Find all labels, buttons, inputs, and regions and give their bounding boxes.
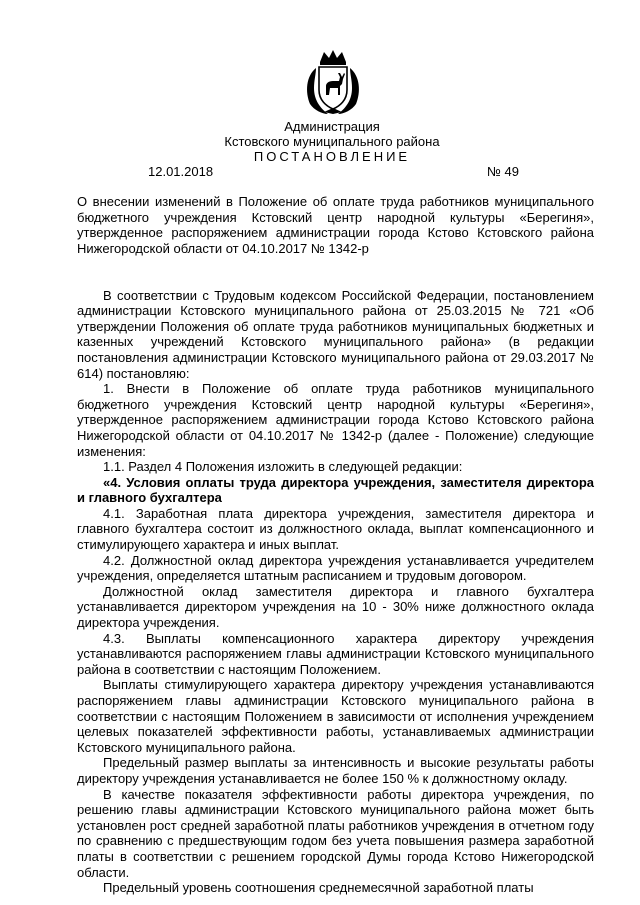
paragraph-4-1: 4.1. Заработная плата директора учреждения, заместителя директора и главного бухгалтера состоит из должностного оклада, выплат компенсационного и стимулирующего характера и иных выплат. (77, 505, 594, 553)
spacer (77, 272, 594, 288)
section-4-heading: «4. Условия оплаты труда директора учреждения, заместителя директора и главного бухгалтера (77, 474, 594, 506)
paragraph-4-2: 4.2. Должностной оклад директора учреждения устанавливается учредителем учреждения, определяется штатным расписанием и трудовым договором. (77, 552, 594, 584)
district-line: Кстовского муниципального района (224, 134, 440, 149)
paragraph-ratio: Предельный уровень соотношения среднемесячной заработной платы (103, 880, 534, 896)
coat-of-arms-icon (302, 48, 364, 116)
document-subject: О внесении изменений в Положение об оплате труда работников муниципального бюджетного учреждения Кстовский центр народной культуры «Берегиня», утвержденное распоряжением администрации города Кстово Кстовского района Нижегородской области от 04.10.2017 № 1342-р (77, 194, 594, 256)
document-type: ПОСТАНОВЛЕНИЕ (253, 149, 411, 164)
paragraph-4-3: 4.3. Выплаты компенсационного характера директору учреждения устанавливаются распоряжением главы администрации Кстовского муниципального района в соответствии с настоящим Положением. (77, 630, 594, 677)
issuer-line: Администрация (284, 119, 380, 134)
paragraph-max-bonus: Предельный размер выплаты за интенсивность и высокие результаты работы директору учреждения устанавливается не более 150 % к должностному окладу. (77, 755, 594, 786)
paragraph-item-1: 1. Внести в Положение об оплате труда работников муниципального бюджетного учреждения Кстовский центр народной культуры «Берегиня», утвержденное распоряжением администрации города Кстово Кстовского района Нижегородской области от 04.10.2017 № 1342-р (далее - Положение) следующие изменения: (77, 381, 594, 459)
document-date: 12.01.2018 (148, 164, 214, 179)
paragraph-preamble: В соответствии с Трудовым кодексом Российской Федерации, постановлением администрации Кстовского муниципального района от 25.03.2015 № 721 «Об утверждении Положения об оплате труда работников муниципальных бюджетных и казенных учреждений Кстовского муниципального района» (в редакции постановления администрации Кстовского муниципального района от 29.03.2017 № 614) постановляю: (77, 287, 594, 381)
paragraph-incentive: Выплаты стимулирующего характера директору учреждения устанавливаются распоряжением главы администрации Кстовского муниципального района в соответствии с настоящим Положением в зависимости от исполнения учреждением целевых показателей эффективности работы, устанавливаемых администрации Кстовского муниципального района. (77, 677, 594, 755)
paragraph-item-1-1: 1.1. Раздел 4 Положения изложить в следующей редакции: (103, 459, 463, 475)
paragraph-efficiency: В качестве показателя эффективности работы директора учреждения, по решению главы администрации Кстовского муниципального района может быть установлен рост средней заработной платы работников учреждения в отчетном году по сравнению с предшествующим годом без учета повышения размера заработной платы в соответствии с решением городской Думы города Кстово Нижегородской области. (77, 786, 594, 880)
document-body (77, 194, 594, 896)
document-number: № 49 (487, 164, 520, 179)
paragraph-deputy-salary: Должностной оклад заместителя директора и главного бухгалтера устанавливается директором учреждения на 10 - 30% ниже должностного оклада директора учреждения. (77, 583, 594, 631)
